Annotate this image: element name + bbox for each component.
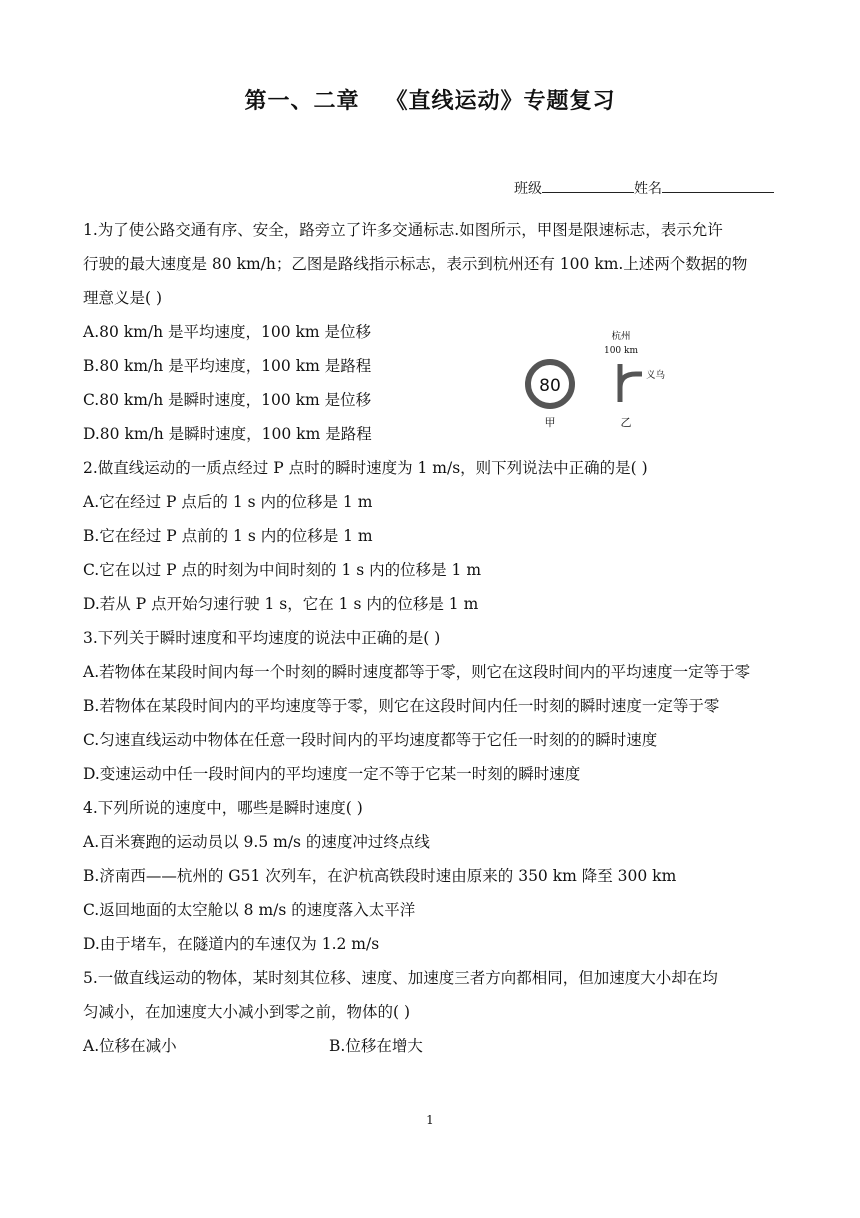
name-blank[interactable]: [662, 178, 774, 193]
sign-branch: 义乌: [646, 370, 666, 381]
name-label: 姓名: [634, 181, 662, 197]
class-blank[interactable]: [542, 178, 634, 193]
q3-option-b[interactable]: B.若物体在某段时间内的平均速度等于零，则它在这段时间内任一时刻的瞬时速度一定等于零: [83, 697, 720, 715]
q5-stem-line-2: 匀减小，在加速度大小减小到零之前，物体的( ): [83, 1003, 411, 1021]
q4-option-c[interactable]: C.返回地面的太空舱以 8 m/s 的速度落入太平洋: [83, 901, 416, 919]
q2-option-d[interactable]: D.若从 P 点开始匀速行驶 1 s，它在 1 s 内的位移是 1 m: [83, 595, 479, 613]
q1-stem-line-1: 1.为了使公路交通有序、安全，路旁立了许多交通标志.如图所示，甲图是限速标志，表示允许: [83, 221, 723, 239]
q1-option-a[interactable]: A.80 km/h 是平均速度，100 km 是位移: [83, 323, 372, 341]
sign-city: 杭州: [611, 331, 631, 342]
q5-option-a[interactable]: A.位移在减小: [83, 1037, 177, 1055]
label-yi: 乙: [620, 416, 632, 429]
q2-option-b[interactable]: B.它在经过 P 点前的 1 s 内的位移是 1 m: [83, 527, 373, 545]
q5-option-b[interactable]: B.位移在增大: [329, 1037, 423, 1055]
student-info-line: [514, 178, 774, 198]
q5-options-row: [83, 1029, 799, 1063]
traffic-signs-figure: [520, 326, 680, 436]
q2-option-a[interactable]: A.它在经过 P 点后的 1 s 内的位移是 1 m: [83, 493, 373, 511]
q3-stem: 3.下列关于瞬时速度和平均速度的说法中正确的是( ): [83, 629, 441, 647]
q3-option-d[interactable]: D.变速运动中任一段时间内的平均速度一定不等于它某一时刻的瞬时速度: [83, 765, 581, 783]
q5-stem-line-1: 5.一做直线运动的物体，某时刻其位移、速度、加速度三者方向都相同，但加速度大小却在均: [83, 969, 718, 987]
class-label: 班级: [514, 181, 542, 197]
q4-option-a[interactable]: A.百米赛跑的运动员以 9.5 m/s 的速度冲过终点线: [83, 833, 430, 851]
q4-stem: 4.下列所说的速度中，哪些是瞬时速度( ): [83, 799, 363, 817]
q1-stem-line-3: 理意义是( ): [83, 289, 163, 307]
sign-distance: 100 km: [603, 346, 639, 356]
q1-option-d[interactable]: D.80 km/h 是瞬时速度，100 km 是路程: [83, 425, 372, 443]
q4-option-d[interactable]: D.由于堵车，在隧道内的车速仅为 1.2 m/s: [83, 935, 380, 953]
q3-option-a[interactable]: A.若物体在某段时间内每一个时刻的瞬时速度都等于零，则它在这段时间内的平均速度一定等于零: [83, 663, 751, 681]
label-jia: 甲: [544, 416, 556, 429]
q2-option-c[interactable]: C.它在以过 P 点的时刻为中间时刻的 1 s 内的位移是 1 m: [83, 561, 482, 579]
page-title: 第一、二章 《直线运动》专题复习: [244, 89, 616, 114]
question-list: [83, 213, 799, 1063]
q4-option-b[interactable]: B.济南西——杭州的 G51 次列车，在沪杭高铁段时速由原来的 350 km 降至 300 km: [83, 867, 677, 885]
q1-option-b[interactable]: B.80 km/h 是平均速度，100 km 是路程: [83, 357, 372, 375]
q1-option-c[interactable]: C.80 km/h 是瞬时速度，100 km 是位移: [83, 391, 372, 409]
q2-stem: 2.做直线运动的一质点经过 P 点时的瞬时速度为 1 m/s，则下列说法中正确的是( ): [83, 459, 648, 477]
q1-stem-line-2: 行驶的最大速度是 80 km/h；乙图是路线指示标志，表示到杭州还有 100 km.上述两个数据的物: [83, 255, 748, 273]
page-number: 1: [426, 1113, 434, 1127]
route-sign-icon: [620, 364, 642, 402]
q3-option-c[interactable]: C.匀速直线运动中物体在任意一段时间内的平均速度都等于它任一时刻的的瞬时速度: [83, 731, 658, 749]
speed-limit-value: 80: [539, 376, 561, 396]
traffic-signs-svg: [520, 326, 680, 436]
